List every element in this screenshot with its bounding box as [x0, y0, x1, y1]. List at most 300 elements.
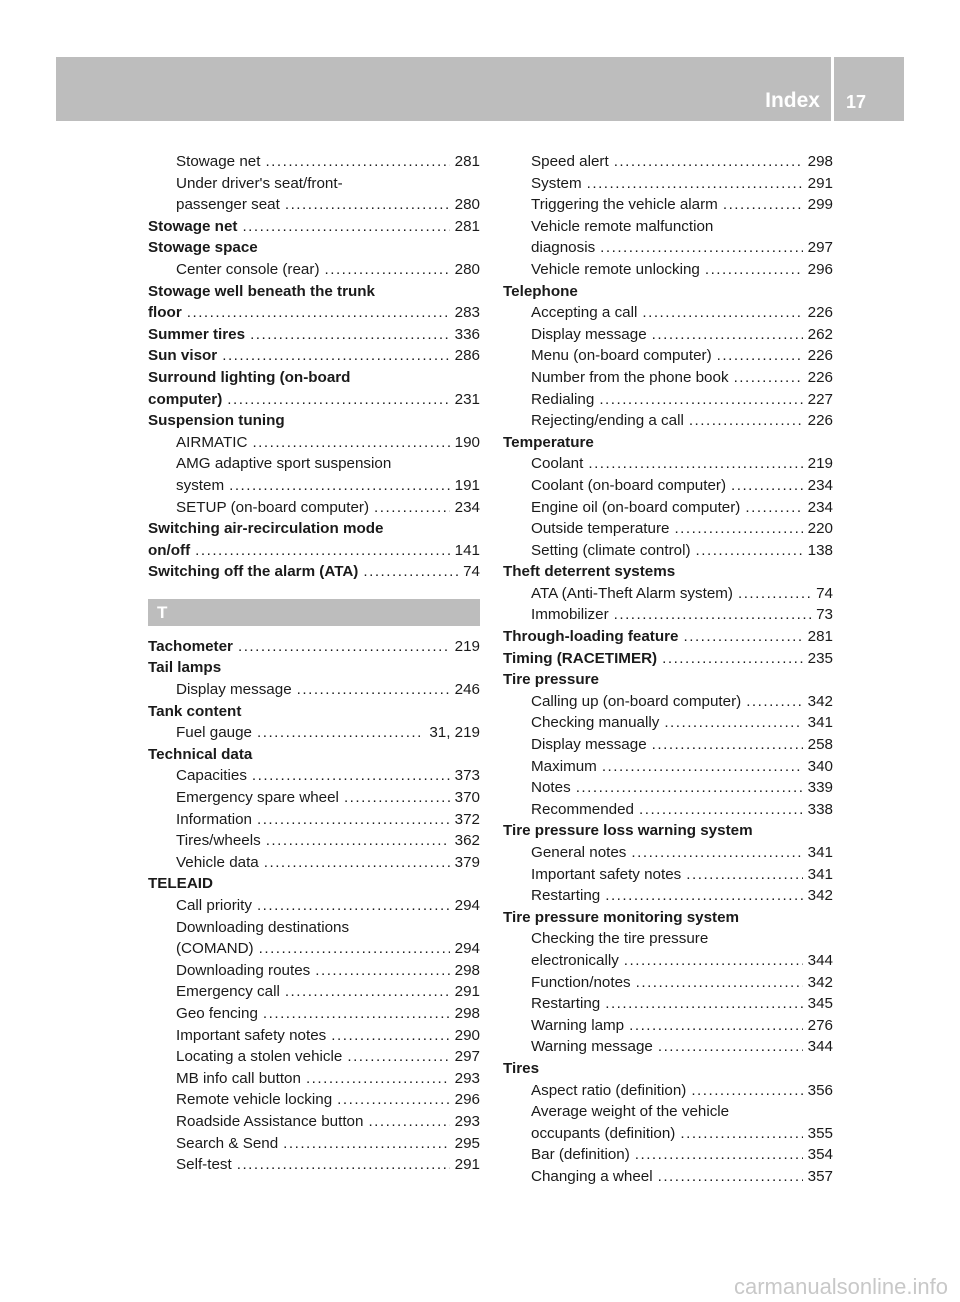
index-entry: [503, 1166, 833, 1188]
entry-label: Outside temperature: [531, 520, 670, 538]
index-entry: [503, 324, 833, 346]
leader-dots: [325, 259, 450, 281]
leader-dots: [266, 830, 450, 852]
entry-label: (COMAND): [176, 940, 254, 958]
entry-page: 355: [807, 1124, 833, 1142]
leader-dots: [363, 561, 458, 583]
leader-dots: [306, 1068, 450, 1090]
index-entry: [503, 907, 833, 929]
index-entry: [503, 648, 833, 670]
entry-page: 339: [807, 779, 833, 797]
entry-label: Checking the tire pressure: [531, 930, 709, 948]
entry-page: 296: [454, 1091, 480, 1109]
index-entry: [148, 895, 480, 917]
index-entry: [503, 1036, 833, 1058]
leader-dots: [731, 475, 803, 497]
leader-dots: [257, 895, 450, 917]
index-entry: [503, 302, 833, 324]
entry-page: 74: [463, 563, 480, 581]
leader-dots: [238, 636, 450, 658]
entry-label: Tires: [503, 1059, 540, 1077]
index-entry: [503, 1015, 833, 1037]
entry-label: Restarting: [531, 887, 601, 905]
index-entry: [503, 173, 833, 195]
index-entry: [148, 497, 480, 519]
index-entry: [503, 928, 833, 950]
index-entry: [148, 518, 480, 540]
index-entry: [503, 345, 833, 367]
entry-label: System: [531, 174, 582, 192]
entry-page: 344: [807, 1038, 833, 1056]
entry-label: Remote vehicle locking: [176, 1091, 333, 1109]
entry-label: Important safety notes: [531, 865, 682, 883]
leader-dots: [374, 497, 450, 519]
index-entry: [503, 583, 833, 605]
watermark: carmanualsonline.info: [733, 1274, 948, 1299]
leader-dots: [602, 756, 803, 778]
entry-label: Switching off the alarm (ATA): [148, 563, 359, 581]
leader-dots: [250, 324, 450, 346]
entry-page: 226: [807, 304, 833, 322]
entry-label: Technical data: [148, 745, 253, 763]
index-entry: [503, 518, 833, 540]
entry-label: Rejecting/ending a call: [531, 412, 684, 430]
entry-label: electronically: [531, 951, 619, 969]
index-entry: [148, 1089, 480, 1111]
index-entry: [503, 691, 833, 713]
leader-dots: [227, 389, 449, 411]
entry-page: 336: [454, 325, 480, 343]
leader-dots: [635, 1144, 803, 1166]
index-entry: [503, 216, 833, 238]
entry-label: Fuel gauge: [176, 724, 252, 742]
leader-dots: [265, 151, 449, 173]
entry-label: Tire pressure monitoring system: [503, 908, 740, 926]
leader-dots: [587, 173, 803, 195]
entry-page: 291: [454, 1156, 480, 1174]
index-entry: [503, 950, 833, 972]
leader-dots: [257, 722, 424, 744]
entry-page: 290: [454, 1026, 480, 1044]
entry-page: 341: [807, 865, 833, 883]
index-entry: [148, 636, 480, 658]
index-entry: [148, 302, 480, 324]
entry-page: 219: [807, 455, 833, 473]
index-entry: [148, 1003, 480, 1025]
entry-label: Display message: [176, 681, 292, 699]
leader-dots: [576, 777, 803, 799]
index-entry: [148, 367, 480, 389]
entry-label: Locating a stolen vehicle: [176, 1048, 343, 1066]
leader-dots: [746, 691, 802, 713]
index-entry: [148, 324, 480, 346]
index-entry: [503, 972, 833, 994]
index-entry: [148, 216, 480, 238]
index-entry: [148, 657, 480, 679]
leader-dots: [624, 950, 803, 972]
entry-page: 296: [807, 260, 833, 278]
entry-page: 294: [454, 940, 480, 958]
index-entry: [148, 389, 480, 411]
entry-label: Telephone: [503, 282, 578, 300]
index-entry: [503, 561, 833, 583]
index-entry: [148, 1133, 480, 1155]
leader-dots: [723, 194, 803, 216]
entry-label: Tail lamps: [148, 659, 222, 677]
entry-label: Triggering the vehicle alarm: [531, 196, 718, 214]
leader-dots: [642, 302, 802, 324]
entry-page: 297: [454, 1048, 480, 1066]
index-entry: [148, 938, 480, 960]
leader-dots: [283, 1133, 449, 1155]
leader-dots: [229, 475, 450, 497]
entry-label: Average weight of the vehicle: [531, 1103, 730, 1121]
entry-label: computer): [148, 390, 223, 408]
entry-label: Notes: [531, 779, 571, 797]
entry-label: Emergency spare wheel: [176, 789, 339, 807]
leader-dots: [337, 1089, 449, 1111]
entry-page: 356: [807, 1081, 833, 1099]
leader-dots: [588, 453, 802, 475]
index-column-right: [503, 151, 833, 1188]
index-entry: [503, 1144, 833, 1166]
leader-dots: [691, 1080, 802, 1102]
entry-page: 345: [807, 995, 833, 1013]
leader-dots: [658, 1166, 803, 1188]
entry-label: Capacities: [176, 767, 247, 785]
entry-page: 281: [454, 153, 480, 170]
entry-page: 342: [807, 692, 833, 710]
entry-label: ATA (Anti-Theft Alarm system): [531, 584, 733, 602]
entry-page: 191: [454, 476, 480, 494]
index-entry: [503, 604, 833, 626]
entry-page: 280: [454, 260, 480, 278]
entry-label: Coolant: [531, 455, 584, 473]
entry-page: 234: [454, 498, 480, 516]
leader-dots: [636, 972, 803, 994]
entry-page: 354: [807, 1146, 833, 1164]
leader-dots: [662, 648, 803, 670]
entry-label: Engine oil (on-board computer): [531, 498, 741, 516]
entry-label: Timing (RACETIMER): [503, 649, 658, 667]
leader-dots: [639, 799, 803, 821]
entry-page: 226: [807, 347, 833, 365]
index-entry: [148, 1046, 480, 1068]
index-entry: [503, 410, 833, 432]
entry-label: passenger seat: [176, 196, 280, 214]
leader-dots: [347, 1046, 449, 1068]
leader-dots: [315, 960, 449, 982]
entry-page: 234: [807, 498, 833, 516]
index-entry: [148, 540, 480, 562]
entry-label: Aspect ratio (definition): [531, 1081, 687, 1099]
entry-label: Calling up (on-board computer): [531, 692, 742, 710]
leader-dots: [331, 1025, 449, 1047]
entry-page: 299: [807, 196, 833, 214]
entry-page: 262: [807, 325, 833, 343]
index-entry: [503, 281, 833, 303]
leader-dots: [614, 604, 811, 626]
entry-page: 298: [454, 1004, 480, 1022]
index-entry: [503, 734, 833, 756]
leader-dots: [686, 864, 802, 886]
entry-label: Emergency call: [176, 983, 280, 1001]
leader-dots: [368, 1111, 449, 1133]
index-entry: [148, 259, 480, 281]
entry-page: 373: [454, 767, 480, 785]
leader-dots: [664, 712, 802, 734]
entry-page: 294: [454, 897, 480, 914]
entry-label: AIRMATIC: [176, 433, 248, 451]
index-entry: [148, 194, 480, 216]
entry-label: Downloading destinations: [176, 918, 350, 936]
index-entry: [148, 852, 480, 874]
leader-dots: [745, 497, 802, 519]
header-divider: [831, 57, 834, 121]
index-entry: [503, 820, 833, 842]
index-entry: [148, 237, 480, 259]
page-number: 17: [846, 92, 867, 112]
index-entry: [503, 669, 833, 691]
entry-page: 342: [807, 973, 833, 991]
entry-label: Redialing: [531, 390, 595, 408]
leader-dots: [285, 981, 450, 1003]
index-entry: [148, 1068, 480, 1090]
entry-label: Vehicle data: [176, 853, 259, 871]
index-entry: [503, 453, 833, 475]
leader-dots: [242, 216, 449, 238]
entry-page: 280: [454, 196, 480, 214]
leader-dots: [237, 1154, 450, 1176]
entry-label: Roadside Assistance button: [176, 1112, 364, 1130]
letter-heading-t: T: [148, 599, 480, 626]
index-entry: [503, 475, 833, 497]
entry-label: Warning message: [531, 1038, 653, 1056]
index-entry: [148, 701, 480, 723]
entry-label: Stowage space: [148, 239, 258, 257]
leader-dots: [344, 787, 450, 809]
entry-label: Warning lamp: [531, 1016, 625, 1034]
entry-label: Function/notes: [531, 973, 631, 991]
entry-page: 341: [807, 714, 833, 732]
entry-label: system: [176, 476, 225, 494]
entry-page: 73: [816, 606, 833, 624]
leader-dots: [252, 432, 449, 454]
entry-page: 341: [807, 844, 833, 861]
entry-label: Temperature: [503, 433, 594, 451]
entry-page: 246: [454, 681, 480, 699]
entry-label: Stowage well beneath the trunk: [148, 282, 376, 300]
entry-label: Tachometer: [148, 637, 233, 655]
entry-label: Vehicle remote malfunction: [531, 217, 714, 235]
index-entry: [503, 885, 833, 907]
index-entry: [148, 917, 480, 939]
index-entry: [503, 237, 833, 259]
index-entry: [148, 561, 480, 583]
entry-page: 219: [454, 637, 480, 655]
entry-page: 283: [454, 304, 480, 322]
leader-dots: [222, 345, 449, 367]
entry-label: TELEAID: [148, 875, 213, 893]
leader-dots: [285, 194, 450, 216]
entry-label: diagnosis: [531, 239, 596, 257]
index-list-t-continued: [503, 151, 833, 1188]
entry-label: Accepting a call: [531, 304, 638, 322]
entry-label: Under driver's seat/front-: [176, 174, 343, 192]
index-entry: [503, 1058, 833, 1080]
entry-page: 141: [454, 541, 480, 559]
entry-label: Information: [176, 810, 252, 828]
leader-dots: [600, 237, 802, 259]
index-entry: [503, 842, 833, 864]
entry-label: Restarting: [531, 995, 601, 1013]
index-entry: [503, 712, 833, 734]
leader-dots: [629, 1015, 803, 1037]
leader-dots: [631, 842, 802, 864]
leader-dots: [680, 1123, 802, 1145]
entry-label: Display message: [531, 736, 647, 754]
entry-label: Sun visor: [148, 347, 218, 365]
index-entry: [503, 777, 833, 799]
entry-label: Theft deterrent systems: [503, 563, 676, 581]
entry-page: 190: [454, 433, 480, 451]
entry-page: 344: [807, 951, 833, 969]
entry-label: Speed alert: [531, 153, 609, 170]
index-entry: [503, 367, 833, 389]
index-entry: [148, 1154, 480, 1176]
entry-label: SETUP (on-board computer): [176, 498, 370, 516]
entry-page: 295: [454, 1134, 480, 1152]
index-entry: [148, 765, 480, 787]
index-entry: [148, 1025, 480, 1047]
index-entry: [148, 960, 480, 982]
entry-label: Tire pressure loss warning system: [503, 822, 753, 840]
entry-page: 293: [454, 1069, 480, 1087]
entry-label: Immobilizer: [531, 606, 609, 624]
index-entry: [148, 475, 480, 497]
leader-dots: [605, 885, 802, 907]
entry-page: 31, 219: [429, 724, 480, 742]
entry-page: 138: [807, 541, 833, 559]
entry-page: 291: [807, 174, 833, 192]
leader-dots: [658, 1036, 803, 1058]
entry-label: MB info call button: [176, 1069, 301, 1087]
entry-page: 379: [454, 853, 480, 871]
index-entry: [148, 787, 480, 809]
entry-page: 227: [807, 390, 833, 408]
entry-page: 372: [454, 810, 480, 828]
entry-page: 338: [807, 800, 833, 818]
entry-label: Surround lighting (on-board: [148, 368, 351, 386]
index-list-t: [148, 636, 480, 1176]
entry-label: Display message: [531, 325, 647, 343]
leader-dots: [734, 367, 803, 389]
leader-dots: [195, 540, 449, 562]
leader-dots: [717, 345, 803, 367]
index-entry: [503, 194, 833, 216]
entry-label: Self-test: [176, 1156, 232, 1174]
entry-page: 298: [454, 961, 480, 979]
entry-page: 234: [807, 476, 833, 494]
index-entry: [503, 1080, 833, 1102]
index-column-left: [148, 151, 480, 1176]
entry-page: 297: [807, 239, 833, 257]
entry-label: Suspension tuning: [148, 412, 285, 430]
entry-label: Changing a wheel: [531, 1167, 653, 1185]
entry-page: 342: [807, 887, 833, 905]
entry-page: 226: [807, 412, 833, 430]
entry-label: Call priority: [176, 897, 252, 914]
leader-dots: [297, 679, 450, 701]
entry-label: Coolant (on-board computer): [531, 476, 727, 494]
entry-page: 226: [807, 368, 833, 386]
entry-page: 286: [454, 347, 480, 365]
leader-dots: [599, 389, 802, 411]
index-entry: [503, 1123, 833, 1145]
entry-label: Recommended: [531, 800, 634, 818]
entry-label: Stowage net: [148, 217, 238, 235]
leader-dots: [264, 852, 450, 874]
entry-label: occupants (definition): [531, 1124, 676, 1142]
index-entry: [503, 432, 833, 454]
entry-label: floor: [148, 304, 182, 322]
entry-label: Bar (definition): [531, 1146, 630, 1164]
index-entry: [503, 1101, 833, 1123]
section-title: Index: [765, 89, 820, 112]
entry-label: Geo fencing: [176, 1004, 258, 1022]
entry-label: Switching air-recirculation mode: [148, 520, 384, 538]
index-entry: [148, 432, 480, 454]
index-entry: [503, 993, 833, 1015]
entry-label: Tire pressure: [503, 671, 599, 689]
leader-dots: [696, 540, 803, 562]
leader-dots: [684, 626, 803, 648]
leader-dots: [674, 518, 802, 540]
entry-label: Stowage net: [176, 153, 261, 170]
index-list-s: [148, 151, 480, 583]
entry-label: Summer tires: [148, 325, 246, 343]
index-entry: [503, 756, 833, 778]
entry-page: 276: [807, 1016, 833, 1034]
index-entry: [503, 626, 833, 648]
leader-dots: [259, 938, 450, 960]
entry-page: 298: [807, 153, 833, 170]
entry-label: Tank content: [148, 702, 242, 720]
index-entry: [148, 281, 480, 303]
index-entry: [148, 345, 480, 367]
index-entry: [148, 744, 480, 766]
index-entry: [503, 864, 833, 886]
leader-dots: [705, 259, 803, 281]
index-entry: [503, 259, 833, 281]
index-entry: [148, 981, 480, 1003]
index-entry: [148, 873, 480, 895]
index-entry: [503, 151, 833, 173]
entry-label: Setting (climate control): [531, 541, 691, 559]
leader-dots: [738, 583, 811, 605]
entry-page: 357: [807, 1167, 833, 1185]
entry-page: 281: [807, 628, 833, 646]
leader-dots: [689, 410, 803, 432]
index-entry: [503, 389, 833, 411]
index-entry: [148, 173, 480, 195]
leader-dots: [652, 324, 803, 346]
index-entry: [503, 497, 833, 519]
leader-dots: [263, 1003, 450, 1025]
leader-dots: [187, 302, 450, 324]
entry-page: 340: [807, 757, 833, 775]
leader-dots: [614, 151, 803, 173]
